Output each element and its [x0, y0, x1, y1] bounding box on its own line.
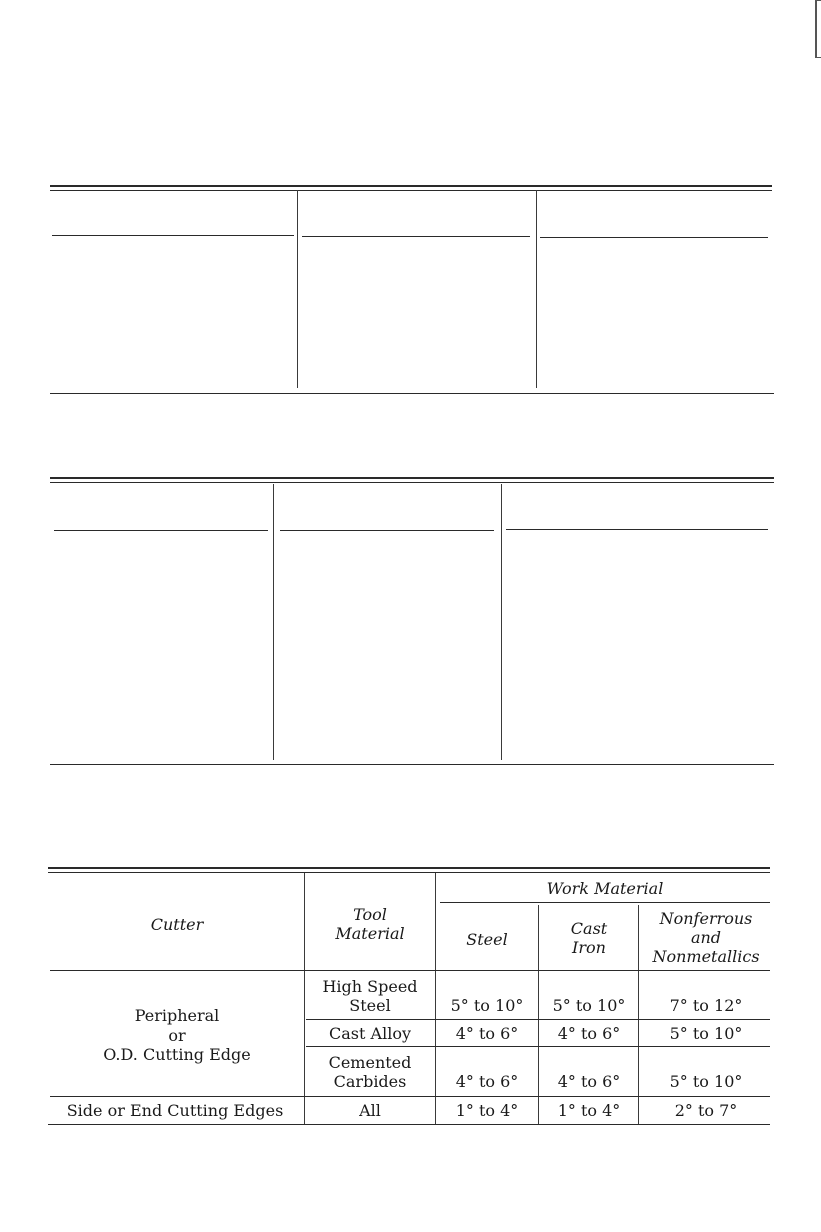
- table-1-bottom-rule: [50, 393, 774, 394]
- header-work-material: Work Material: [546, 879, 664, 898]
- table-3-row-rule-3: [50, 1096, 770, 1097]
- table-3-divider-steel: [538, 905, 539, 1125]
- table-1-col-divider-1: [297, 190, 298, 388]
- header-steel: Steel: [466, 930, 508, 949]
- row-2-nonferrous: 5° to 10°: [669, 1024, 743, 1043]
- table-1-header-rule-a: [52, 235, 294, 236]
- row-4-tool: All: [359, 1101, 381, 1120]
- table-3-work-material-rule: [440, 902, 770, 903]
- page-edge-marker: [815, 0, 821, 58]
- row-4-steel: 1° to 4°: [455, 1101, 519, 1120]
- row-2-steel: 4° to 6°: [455, 1024, 519, 1043]
- header-nonferrous-line2: and: [690, 928, 722, 947]
- row-4-cutter: Side or End Cutting Edges: [66, 1101, 284, 1120]
- table-2-top-rule-2: [50, 482, 774, 483]
- table-2-top-rule: [50, 477, 774, 479]
- row-1-steel: 5° to 10°: [450, 996, 524, 1015]
- row-3-tool-line1: Cemented: [328, 1053, 412, 1072]
- cutter-peripheral-line3: O.D. Cutting Edge: [103, 1045, 251, 1064]
- row-1-cast-iron: 5° to 10°: [552, 996, 626, 1015]
- table-2-header-rule-c: [506, 529, 768, 530]
- table-2-header-rule-b: [280, 530, 494, 531]
- table-3-row-rule-2: [306, 1046, 770, 1047]
- header-cast-iron-line1: Cast: [570, 919, 608, 938]
- header-tool-line2: Material: [335, 924, 405, 943]
- row-2-tool: Cast Alloy: [329, 1024, 411, 1043]
- table-3-top-rule: [48, 867, 770, 869]
- table-2-header-rule-a: [54, 530, 268, 531]
- row-3-nonferrous: 5° to 10°: [669, 1072, 743, 1091]
- table-3-divider-cutter: [304, 873, 305, 1125]
- header-nonferrous-line1: Nonferrous: [659, 909, 753, 928]
- cutter-peripheral-line1: Peripheral: [134, 1006, 220, 1025]
- table-3-header-rule: [50, 970, 770, 971]
- row-1-nonferrous: 7° to 12°: [669, 996, 743, 1015]
- row-1-tool-line1: High Speed: [322, 977, 418, 996]
- row-3-tool-line2: Carbides: [333, 1072, 407, 1091]
- row-1-tool-line2: Steel: [349, 996, 391, 1015]
- row-3-steel: 4° to 6°: [455, 1072, 519, 1091]
- row-4-cast-iron: 1° to 4°: [557, 1101, 621, 1120]
- table-1-header-rule-c: [540, 237, 768, 238]
- table-3-row-rule-1: [306, 1019, 770, 1020]
- row-3-cast-iron: 4° to 6°: [557, 1072, 621, 1091]
- table-3-divider-castiron: [638, 905, 639, 1125]
- header-nonferrous-line3: Nonmetallics: [652, 947, 760, 966]
- table-3-bottom-rule: [48, 1124, 770, 1125]
- table-3-top-rule-2: [48, 872, 770, 873]
- table-1-header-rule-b: [302, 236, 530, 237]
- table-2-bottom-rule: [50, 764, 774, 765]
- row-4-nonferrous: 2° to 7°: [674, 1101, 738, 1120]
- header-tool-line1: Tool: [353, 905, 387, 924]
- header-cutter: Cutter: [150, 915, 204, 934]
- row-2-cast-iron: 4° to 6°: [557, 1024, 621, 1043]
- table-3-divider-tool: [435, 873, 436, 1125]
- table-1-top-rule-2: [50, 190, 772, 191]
- cutter-peripheral-line2: or: [168, 1026, 186, 1045]
- table-2-col-divider-2: [501, 484, 502, 760]
- header-cast-iron-line2: Iron: [572, 938, 606, 957]
- table-1-top-rule: [50, 185, 772, 187]
- table-1-col-divider-2: [536, 190, 537, 388]
- table-2-col-divider-1: [273, 484, 274, 760]
